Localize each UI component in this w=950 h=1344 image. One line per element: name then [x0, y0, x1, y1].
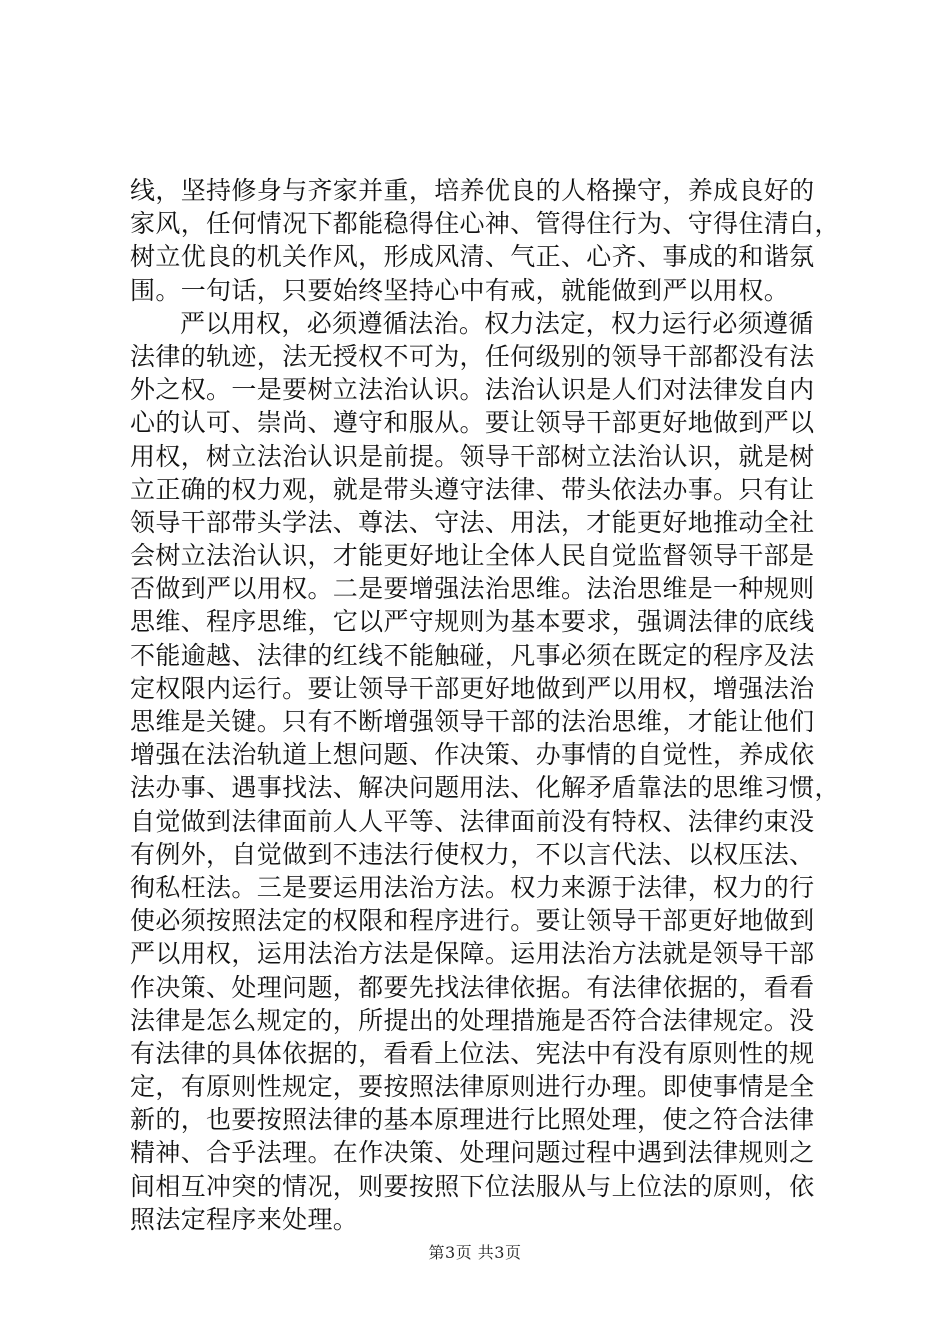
text-line: 线，坚持修身与齐家并重，培养优良的人格操守，养成良好的 [130, 176, 815, 205]
text-line: 领导干部带头学法、尊法、守法、用法，才能更好地推动全社 [130, 507, 815, 537]
page-number-footer: 第3页 共3页 [428, 1243, 522, 1262]
text-line: 自觉做到法律面前人人平等、法律面前没有特权、法律约束没 [130, 806, 815, 836]
text-line: 用权，树立法治认识是前提。领导干部树立法治认识，就是树 [130, 441, 815, 471]
text-line: 新的，也要按照法律的基本原理进行比照处理，使之符合法律 [130, 1105, 815, 1135]
text-line: 间相互冲突的情况，则要按照下位法服从与上位法的原则，依 [130, 1171, 815, 1201]
text-line: 徇私枉法。三是要运用法治方法。权力来源于法律，权力的行 [130, 872, 815, 902]
text-line: 树立优良的机关作风，形成风清、气正、心齐、事成的和谐氛 [130, 242, 815, 272]
text-line: 使必须按照法定的权限和程序进行。要让领导干部更好地做到 [130, 906, 815, 936]
text-line: 不能逾越、法律的红线不能触碰，凡事必须在既定的程序及法 [130, 640, 815, 670]
text-line: 有例外，自觉做到不违法行使权力，不以言代法、以权压法、 [130, 839, 815, 869]
text-line: 思维是关键。只有不断增强领导干部的法治思维，才能让他们 [130, 707, 815, 736]
text-line: 法律是怎么规定的，所提出的处理措施是否符合法律规定。没 [130, 1005, 815, 1035]
text-line: 家风，任何情况下都能稳得住心神、管得住行为、守得住清白， [130, 209, 840, 239]
text-line: 定，有原则性规定，要按照法律原则进行办理。即使事情是全 [130, 1072, 815, 1102]
text-line: 法律的轨迹，法无授权不可为，任何级别的领导干部都没有法 [130, 341, 815, 371]
text-line: 精神、合乎法理。在作决策、处理问题过程中遇到法律规则之 [130, 1138, 815, 1168]
text-line: 严以用权，运用法治方法是保障。运用法治方法就是领导干部 [130, 939, 815, 969]
body-text [130, 174, 840, 1236]
text-line: 立正确的权力观，就是带头遵守法律、带头依法办事。只有让 [130, 474, 815, 504]
text-line: 思维、程序思维，它以严守规则为基本要求，强调法律的底线 [130, 607, 815, 637]
text-line: 增强在法治轨道上想问题、作决策、办事情的自觉性，养成依 [130, 740, 815, 770]
text-line: 作决策、处理问题，都要先找法律依据。有法律依据的，看看 [130, 972, 815, 1002]
text-line: 照法定程序来处理。 [130, 1204, 359, 1234]
text-line: 法办事、遇事找法、解决问题用法、化解矛盾靠法的思维习惯， [130, 773, 840, 803]
text-line: 否做到严以用权。二是要增强法治思维。法治思维是一种规则 [130, 574, 815, 604]
paragraph-first-line: 严以用权，必须遵循法治。权力法定，权力运行必须遵循 [180, 308, 814, 338]
text-line: 心的认可、崇尚、遵守和服从。要让领导干部更好地做到严以 [130, 408, 815, 438]
text-line: 外之权。一是要树立法治认识。法治认识是人们对法律发自内 [130, 375, 815, 405]
text-line: 会树立法治认识，才能更好地让全体人民自觉监督领导干部是 [130, 541, 815, 571]
text-line: 围。一句话，只要始终坚持心中有戒，就能做到严以用权。 [130, 275, 790, 305]
text-line: 定权限内运行。要让领导干部更好地做到严以用权，增强法治 [130, 673, 815, 703]
text-line: 有法律的具体依据的，看看上位法、宪法中有没有原则性的规 [130, 1038, 815, 1068]
